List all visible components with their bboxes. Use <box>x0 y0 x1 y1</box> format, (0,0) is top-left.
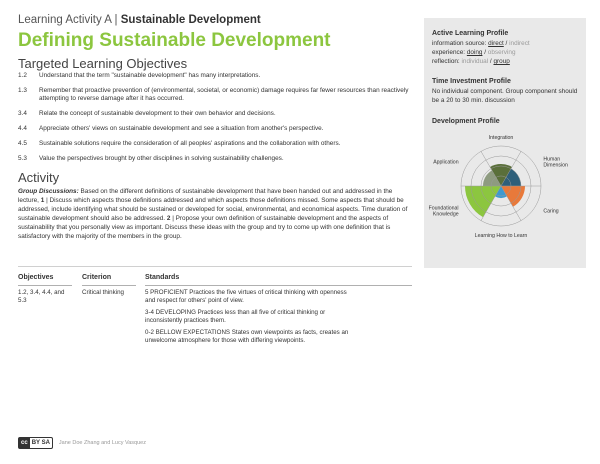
objective-text: Relate the concept of sustainable development to their own behavior and decisions. <box>39 110 276 118</box>
experience-line <box>432 48 516 57</box>
active-learning-heading: Active Learning Profile <box>432 30 509 37</box>
info-direct: direct <box>488 40 504 47</box>
profile-wedge <box>465 186 501 217</box>
rubric-objectives-value: 1.2, 3.4, 4.4, and 5.3 <box>18 289 65 305</box>
activity-body-1: Based on the different definitions of sustainable development that have been handed out and addressed in the lecture, <box>18 188 393 204</box>
development-profile-heading: Development Profile <box>432 118 500 125</box>
time-investment-text: No individual component. Group component should be a 20 to 30 min. discussion <box>432 88 578 104</box>
exp-label: experience: <box>432 49 467 56</box>
activity-kicker <box>18 14 261 26</box>
refl-label: reflection: <box>432 58 462 65</box>
refl-sep: / <box>488 58 494 65</box>
exp-sep: / <box>482 49 488 56</box>
creative-commons-badge <box>18 437 53 449</box>
objective-number: 1.3 <box>18 86 27 94</box>
objective-number: 3.4 <box>18 110 27 118</box>
page-title: Defining Sustainable Development <box>18 30 331 51</box>
rubric-criterion-value: Critical thinking <box>82 289 124 296</box>
standard-proficient: 5 PROFICIENT Practices the five virtues of critical thinking with openness and respect for others' point of view. <box>145 289 347 305</box>
development-profile-chart <box>424 126 586 254</box>
objective-text: Appreciate others' views on sustainable development and see a situation from another's perspective. <box>39 125 324 133</box>
standard-below-expectations: 0-2 BELLOW EXPECTATIONS States own viewpoints as facts, creates an unwelcome atmosphere for those with differing viewpoints. <box>145 329 349 345</box>
objective-number: 5.3 <box>18 154 27 162</box>
information-source-line <box>432 39 530 48</box>
author-credit: Jane Doe Zhang and Lucy Vasquez <box>58 440 146 446</box>
activity-body-3: | Propose your own definition of sustainable development and the aspects of sustainability that you personally view as important. Discuss these ideas with the group and try to come up with one definition that is satisfactory with the majority of the members in the group. <box>18 215 391 240</box>
profile-axis-label: Learning How to Learn <box>474 233 528 239</box>
objectives-list <box>18 72 410 170</box>
exp-observing: observing <box>487 49 516 56</box>
objective-row <box>18 110 410 118</box>
reflection-line <box>432 57 510 66</box>
kicker-subject: Sustainable Development <box>120 14 261 26</box>
info-indirect: indirect <box>509 40 530 47</box>
cc-logo: cc <box>21 440 28 446</box>
kicker-separator: | <box>111 14 121 26</box>
profile-axis-label: Application <box>433 159 459 166</box>
activity-heading: Activity <box>18 170 60 185</box>
profile-axis-label: Human Dimension <box>543 156 568 169</box>
objective-text: Understand that the term "sustainable development" has many interpretations. <box>39 72 261 79</box>
objective-row <box>18 140 410 148</box>
rubric-col-objectives: Objectives <box>18 274 54 281</box>
kicker-prefix: Learning Activity A <box>18 14 112 26</box>
rubric-divider <box>18 266 412 267</box>
step-1-number: 1 <box>40 197 45 204</box>
objective-row <box>18 125 410 133</box>
objective-row <box>18 155 410 163</box>
objective-number: 4.5 <box>18 140 27 148</box>
time-investment-heading: Time Investment Profile <box>432 78 511 85</box>
profile-axis-label: Caring <box>543 208 559 215</box>
info-sep: / <box>503 40 510 47</box>
rubric-rule-criterion <box>82 285 136 286</box>
step-2-number: 2 <box>166 215 171 222</box>
profile-axis-label: Integration <box>488 135 514 141</box>
footer <box>18 437 146 449</box>
objective-number: 4.4 <box>18 125 27 133</box>
cc-license-terms: BY SA <box>31 440 50 446</box>
objective-text: Value the perspectives brought by other disciplines in solving sustainability challenges. <box>39 154 284 162</box>
rubric-col-criterion: Criterion <box>82 274 112 281</box>
rubric-col-standards: Standards <box>145 274 180 281</box>
refl-individual: individual <box>461 58 489 65</box>
learning-profile-panel <box>424 18 586 268</box>
objective-number: 1.2 <box>18 72 27 79</box>
profile-axis-label: Foundational Knowledge <box>428 205 459 218</box>
activity-label: Group Discussions: <box>18 188 79 195</box>
rubric-rule-standards <box>145 285 412 286</box>
objectives-heading: Targeted Learning Objectives <box>18 56 188 71</box>
objective-row <box>18 87 410 104</box>
activity-body-2: | Discuss which aspects those definitions addressed and which aspects those definitions missed. Some aspects that should be addressed, include identifying what should be sustained or developed for social, environmental, and economical aspects. Time duration of sustainable development should also be addressed. <box>18 197 408 222</box>
rubric-rule-objectives <box>18 285 72 286</box>
exp-doing: doing <box>466 49 483 56</box>
activity-description <box>18 187 412 241</box>
info-label: information source: <box>432 40 489 47</box>
objective-text: Sustainable solutions require the consideration of all peoples' aspirations and the collaboration with others. <box>39 140 341 148</box>
refl-group: group <box>493 58 510 65</box>
objective-row <box>18 72 410 80</box>
objective-text: Remember that proactive prevention of (environmental, societal, or economic) damage requires far fewer resources than reactively attempting to reverse damage after it has occurred. <box>39 86 409 103</box>
standard-developing: 3-4 DEVELOPING Practices less than all five of critical thinking or inconsistently practices them. <box>145 309 326 325</box>
